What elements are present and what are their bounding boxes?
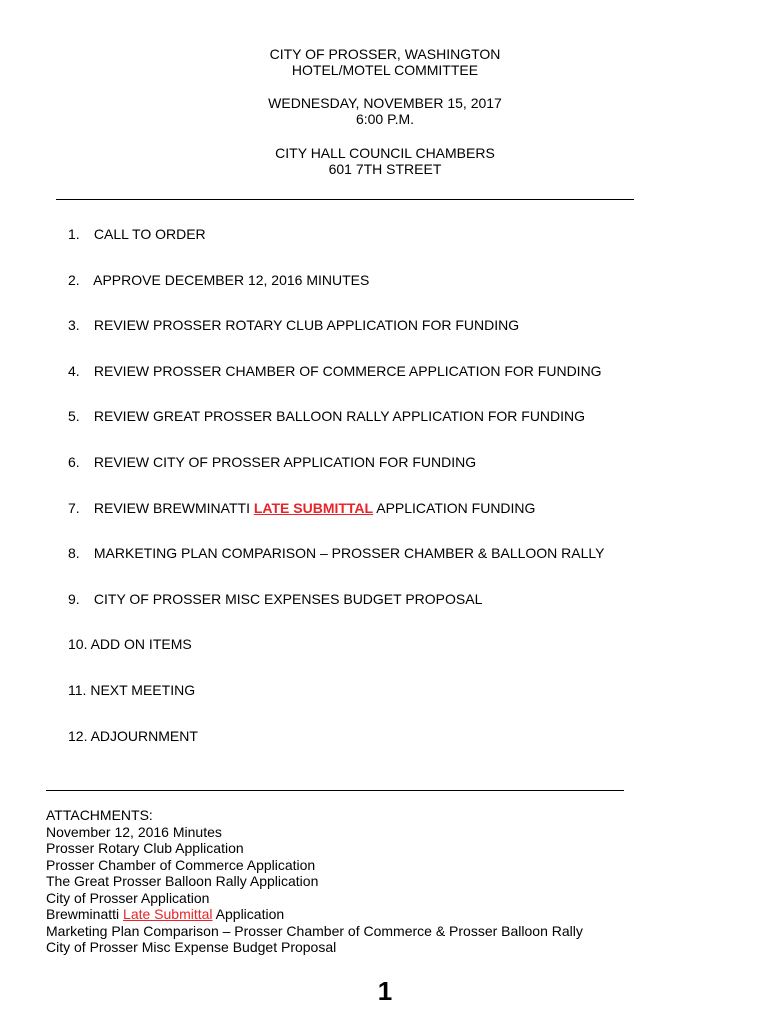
agenda-item-number: 2. — [68, 271, 80, 288]
page-number: 1 — [377, 976, 393, 1006]
city-title: CITY OF PROSSER, WASHINGTON — [269, 46, 501, 62]
agenda-item-text: CITY OF PROSSER MISC EXPENSES BUDGET PROPOSAL — [93, 590, 483, 607]
agenda-item — [68, 408, 605, 454]
meeting-address: 601 7TH STREET — [328, 161, 442, 177]
attachment-item: City of Prosser Misc Expense Budget Proposal — [46, 939, 337, 955]
meeting-location: CITY HALL COUNCIL CHAMBERS — [275, 145, 495, 161]
agenda-item — [68, 591, 605, 637]
agenda-item-number: 5. — [68, 408, 80, 425]
agenda-item — [68, 226, 605, 272]
agenda-item-text: REVIEW GREAT PROSSER BALLOON RALLY APPLICATION FOR FUNDING — [93, 408, 586, 425]
agenda-item — [68, 728, 605, 774]
agenda-item-number: 11. — [68, 681, 87, 698]
agenda-item-text: ADD ON ITEMS — [90, 636, 192, 653]
agenda-item-number: 7. — [68, 499, 80, 516]
agenda-item-text: REVIEW PROSSER ROTARY CLUB APPLICATION FOR FUNDING — [93, 317, 520, 334]
agenda-item — [68, 500, 605, 546]
agenda-item — [68, 317, 605, 363]
agenda-item-text-pre: REVIEW BREWMINATTI — [93, 499, 250, 516]
header-org — [0, 46, 770, 78]
agenda-item-text: MARKETING PLAN COMPARISON – PROSSER CHAMBER & BALLOON RALLY — [93, 545, 605, 562]
attachment-item: Prosser Rotary Club Application — [46, 840, 244, 856]
agenda-item-text: APPROVE DECEMBER 12, 2016 MINUTES — [93, 271, 370, 288]
agenda-item-text-post: APPLICATION FUNDING — [376, 499, 536, 516]
agenda-item-text: NEXT MEETING — [90, 681, 196, 698]
attachment-item: Prosser Chamber of Commerce Application — [46, 856, 316, 873]
attachment-brew-post: Application — [215, 906, 285, 922]
attachment-item: The Great Prosser Balloon Rally Application — [46, 873, 319, 889]
agenda-item-number: 6. — [68, 453, 80, 470]
header-location — [0, 145, 770, 177]
agenda-item-number: 4. — [68, 362, 80, 379]
agenda-item — [68, 545, 605, 591]
agenda-item-number: 8. — [68, 545, 80, 562]
agenda-item-number: 12. — [68, 727, 88, 744]
agenda-item-text: REVIEW PROSSER CHAMBER OF COMMERCE APPLICATION FOR FUNDING — [93, 362, 602, 379]
agenda-item-number: 3. — [68, 317, 80, 334]
attachments-section — [46, 807, 583, 956]
divider-bottom — [46, 790, 624, 791]
attachments-heading: ATTACHMENTS: — [46, 807, 153, 823]
meeting-time: 6:00 P.M. — [355, 111, 415, 127]
header-datetime — [0, 95, 770, 127]
late-submittal-link: Late Submittal — [123, 906, 213, 922]
agenda-item-text: CALL TO ORDER — [93, 226, 206, 242]
agenda-item-number: 10. — [68, 636, 88, 653]
late-submittal-label: LATE SUBMITTAL — [253, 499, 374, 516]
agenda-item-text: REVIEW CITY OF PROSSER APPLICATION FOR FUNDING — [93, 453, 477, 470]
agenda-item — [68, 682, 605, 728]
agenda-item-text: ADJOURNMENT — [90, 727, 198, 744]
agenda-list — [68, 226, 605, 773]
attachment-item: City of Prosser Application — [46, 889, 210, 906]
attachment-item — [46, 906, 583, 923]
attachment-item: Marketing Plan Comparison – Prosser Chamber of Commerce & Prosser Balloon Rally — [46, 922, 583, 939]
agenda-item — [68, 363, 605, 409]
meeting-date: WEDNESDAY, NOVEMBER 15, 2017 — [268, 95, 502, 111]
agenda-item — [68, 272, 605, 318]
agenda-item-number: 9. — [68, 590, 80, 607]
attachment-brew-pre: Brewminatti — [46, 906, 120, 922]
agenda-item — [68, 636, 605, 682]
attachment-item: November 12, 2016 Minutes — [46, 823, 222, 840]
agenda-item-number: 1. — [68, 226, 80, 242]
divider-top — [56, 199, 634, 200]
committee-title: HOTEL/MOTEL COMMITTEE — [291, 62, 479, 78]
agenda-item — [68, 454, 605, 500]
